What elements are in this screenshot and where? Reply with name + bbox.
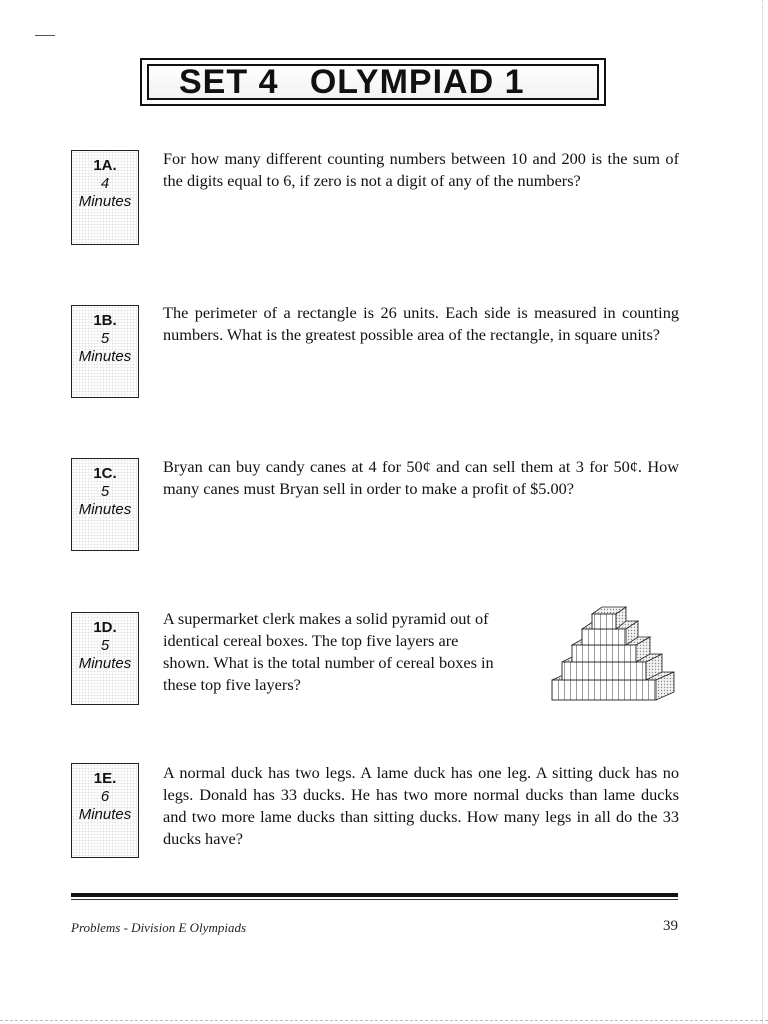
- title-frame: [140, 58, 606, 106]
- page-number: 39: [663, 918, 678, 934]
- time-box-1c: [71, 458, 139, 551]
- minutes-label-1e: Minutes: [78, 806, 132, 823]
- cereal-box-pyramid-icon: [546, 602, 678, 720]
- footer-source: Problems - Division E Olympiads: [71, 920, 246, 935]
- minutes-label-1c: Minutes: [78, 501, 132, 518]
- problem-id-1c: 1C.: [93, 465, 117, 482]
- minutes-1a: 4: [100, 175, 110, 192]
- scan-edge-right: [762, 0, 764, 1024]
- problem-text-1b: The perimeter of a rectangle is 26 units. Each side is measured in counting numbers. What is the greatest possible area of the rectangle, in square units?: [163, 303, 679, 344]
- problem-text-1c: Bryan can buy candy canes at 4 for 50¢ and can sell them at 3 for 50¢. How many canes must Bryan sell in order to make a profit of $5.00?: [163, 457, 679, 498]
- problem-id-1e: 1E.: [93, 770, 117, 787]
- minutes-label-1d: Minutes: [78, 655, 132, 672]
- footer-rule-thin: [71, 899, 678, 900]
- minutes-1e: 6: [100, 788, 110, 805]
- time-box-1a: [71, 150, 139, 245]
- problem-id-1a: 1A.: [93, 157, 117, 174]
- time-box-1b: [71, 305, 139, 398]
- page-title: SET 4 OLYMPIAD 1: [179, 63, 525, 101]
- time-box-1e: [71, 763, 139, 858]
- minutes-1d: 5: [100, 637, 110, 654]
- title-inner-frame: [147, 64, 599, 100]
- problem-text-1a: For how many different counting numbers between 10 and 200 is the sum of the digits equal to 6, if zero is not a digit of any of the numbers?: [163, 149, 679, 190]
- scan-edge-bottom: [0, 1020, 768, 1022]
- problem-text-1d: A supermarket clerk makes a solid pyramid out of identical cereal boxes. The top five layers are shown. What is the total number of cereal boxes in these top five layers?: [163, 609, 494, 694]
- minutes-label-1b: Minutes: [78, 348, 132, 365]
- minutes-1c: 5: [100, 483, 110, 500]
- footer-rule: [71, 893, 678, 897]
- minutes-label-1a: Minutes: [78, 193, 132, 210]
- minutes-1b: 5: [100, 330, 110, 347]
- problem-id-1b: 1B.: [93, 312, 117, 329]
- problem-id-1d: 1D.: [93, 619, 117, 636]
- time-box-1d: [71, 612, 139, 705]
- corner-mark: [35, 35, 55, 42]
- problem-text-1e: A normal duck has two legs. A lame duck has one leg. A sitting duck has no legs. Donald has 33 ducks. He has two more normal ducks than lame ducks and two more lame ducks than sitting ducks. How many legs in all do the 33 ducks have?: [163, 763, 679, 848]
